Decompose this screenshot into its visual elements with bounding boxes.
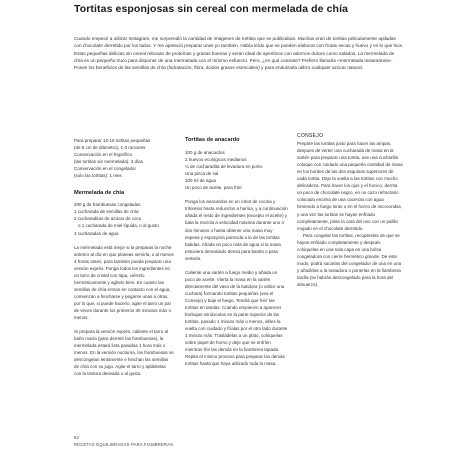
ingredient-item: 2 huevos ecológicos medianos xyxy=(185,157,247,163)
storage-line: (solo las tortitas): 1 mes xyxy=(74,173,122,179)
column-middle xyxy=(185,137,288,367)
page-footer xyxy=(74,435,173,448)
tip-paragraph: Para congelar las tortitas, recupérelas de que se hayan enfriado completamente y después colóquelas en una sola capa en una bolsa congeladora con cierre hermético grande. De este modo, podrá sacarlas del congelador de una en una y añadirlas a la tostadora o ponerlas en la fiambrera tardía (se habrán descongelado para la hora del almuerzo). xyxy=(297,232,402,287)
ingredient-item: o 1 cucharada de miel líquida, o al gusto xyxy=(78,223,159,229)
page-number: 62 xyxy=(74,435,80,440)
ingredient-item: 1 cucharada de semillas de chía xyxy=(74,209,139,215)
section-heading-cashew-pancakes: Tortitas de anacardo xyxy=(185,137,240,143)
recipe-intro xyxy=(74,35,404,71)
tip-heading: CONSEJO xyxy=(297,133,324,139)
yield-line: Para preparar 12-16 tortitas pequeñas xyxy=(74,138,151,143)
storage-line: Conservación en el congelador xyxy=(74,166,137,172)
ingredient-list xyxy=(185,149,288,191)
ingredient-item: ¼ de cucharadita de levadura en polvo xyxy=(185,164,263,170)
yield-info xyxy=(74,137,174,179)
ingredient-item: Un poco de aceite, para freír xyxy=(185,185,243,191)
storage-line: (las tortitas sin mermelada): 3 días xyxy=(74,159,144,165)
book-title: RECETAS EQUILIBRADAS PARA FIAMBRERAS xyxy=(74,441,174,447)
section-heading-chia-jam: Mermelada de chía xyxy=(74,190,125,197)
column-left xyxy=(74,137,174,377)
yield-line: (de 6 cm de diámetro), 1-3 raciones xyxy=(74,145,146,151)
ingredient-item: 100 g de anacardos xyxy=(185,150,225,156)
ingredient-item: 100 ml de agua xyxy=(185,178,217,184)
ingredient-item: Una pizca de sal xyxy=(185,171,219,177)
ingredient-item: 200 g de frambuesas congeladas xyxy=(74,202,141,208)
tip-paragraph: Prepare las tortitas justo para hacer las ampas, después de verter una cucharada de masa en la sartén para preparar una tortita, use una cucharilla coloque con cuidado una pequeña cantidad de masa en los bordes de las dos esquinas superiores de cada tortita. Deje la vuelta a las tortitas con mucho delicadeza. Para hacer los ojos y el hocico, derrita un poco de chocolate negro, en un cazo refractario colocado encima de una cacerola con agua hirviendo a fuego lento o en el horno de microondas, y una vez las tortitas se hayan enfriado completamente, pinte la cara del oso con un palillo mojado en el chocolate derretido. xyxy=(297,141,403,231)
column-right xyxy=(297,133,403,288)
ingredient-item: 2 cucharaditas de azúcar de coco xyxy=(74,216,142,222)
recipe-title: Tortitas esponjosas sin cereal con mermelada de chía xyxy=(74,3,349,15)
method-paragraph: Ponga los anacardos en un robot de cocina y tritúrelos hasta reducirlos a harina, y a continuación añada el resto de ingredientes (excepto el aceite) y bata la mezcla a velocidad máxima durante uno o dos minutos o hasta obtener una masa muy espesa y esponjosa parecida a la de las tortitas batidas. Añada un poco más de agua si la masa estuviera demasiado densa para batirla o para verterla. xyxy=(185,199,288,261)
method-paragraph: La mermelada está mejor si la preparas la noche anterior al día en que planeas servirla, o al menos 4 horas antes, para también pueda preparar una versión exprés. Ponga todos los ingredientes en un tarro de cristal con tapa, ciérrelo herméticamente y agítelo bien. En cuanto las semillas de chía entran en contacto con el agua, comienzan a hincharse y pegarse unas a otras, por lo que, si puede hacerlo, agite el tarro un par de veces durante los primeros 30 minutos más o menos. xyxy=(74,244,174,321)
ingredient-list xyxy=(74,201,174,236)
ingredient-item: 4 cucharadas de agua xyxy=(74,230,119,236)
method-paragraph: Si prepara la versión exprés, caliente el tarro al baño maría (para derretir las frambuesas), la mermelada estará lista pasadas 1 hora más o menos. En la versión nocturna, las frambuesas se descongelan lentamente e hinchan las semillas de chía con su jugo. Agite el tarro y aplástelas con la textura deseada o al gusto. xyxy=(74,329,174,377)
method-paragraph: Caliente una sartén a fuego medio y añada un poco de aceite. Vierta la masa en la sartén directamente del vaso de la batidora (o utilice una cuchara) formando tortitas pequeñas (vea el Consejo) y baje el fuego. Tendrá que freír las tortitas en tandas. Cuando empiecen a aparecer burbujas minúsculas en la parte superior de las tortitas, pasado 1 minuto más o menos, déles la vuelta con cuidado y fríalas por el otro lado durante 1 minuto más. Trasládelas a un plato, colóquelas sobre papel de horno y deje que se enfríen mientras fríe las demás en la fiambrera tapada. Repita el mismo proceso para preparar las demás tortitas hasta que haya utilizado toda la masa. xyxy=(185,269,288,367)
intro-paragraph: Cuando empecé a utilizar Instagram, me sorprendió la cantidad de imágenes de tortitas que se publicaban. Muchas eran de tortitas peliculamente apiladas con chocolate derretido por los lados. Y me apeteció preparar unas yo también. Había leído que se pueden elaborar con frutas secas y huevo y es lo que hice. Estas pequeñas delicias sin cereal rebosan de proteínas y grasas buenas y serán ideal de aperitivos con adornos dulces como salados. La mermelada de chía es un pequeño truco para disponer de una mermelada con el mínimo esfuerzo. Pero, ¿en qué consiste? Prefiero llamarla «mermelada instantánea». Posee los beneficios de las semillas de chía (hidratación, fibra, ácidos grasos esenciales) y para endulzarla utilizo cualquier azúcar natural. xyxy=(74,36,404,71)
storage-line: Conservación en el frigorífico xyxy=(74,152,133,158)
